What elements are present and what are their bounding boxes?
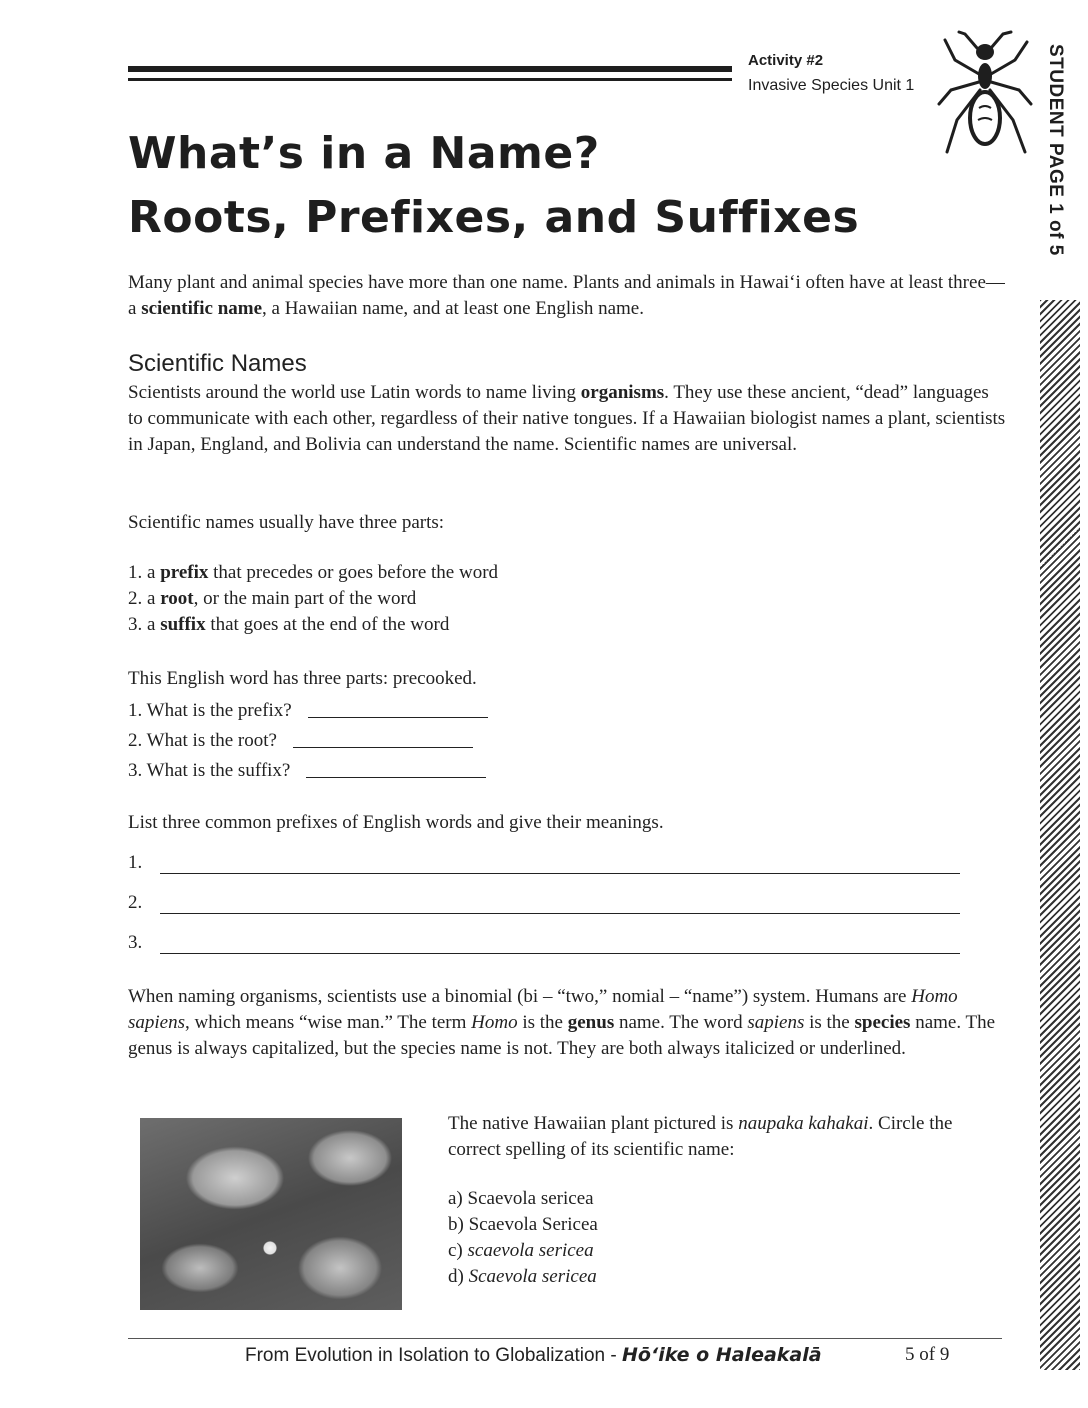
question-prefix: 1. What is the prefix? <box>128 700 488 722</box>
intro-paragraph: Many plant and animal species have more than one name. Plants and animals in Hawai‘i often have at least three—a scientific name, a Hawaiian name, and at least one English name. <box>128 272 1005 319</box>
header-rule-thick <box>128 66 732 72</box>
naupaka-photo <box>140 1118 402 1310</box>
option-a[interactable]: a) Scaevola sericea <box>448 1188 594 1209</box>
answer-line-3[interactable] <box>160 953 960 954</box>
page-number: 5 of 9 <box>905 1344 950 1365</box>
scientific-names-paragraph: Scientists around the world use Latin words to name living organisms. They use these ancient, “dead” languages to communicate with each other, regardless of their native tongues. If a Hawaiian biologist names a plant, scientists in Japan, England, and Bolivia can understand the name. Scientific names are universal. <box>128 382 1006 455</box>
list-item: 1. a prefix that precedes or goes before the word <box>128 562 499 583</box>
list-number: 2. <box>128 892 143 913</box>
answer-line-2[interactable] <box>160 913 960 914</box>
binomial-paragraph: When naming organisms, scientists use a binomial (bi – “two,” nomial – “name”) system. Humans are Homo sapiens, which means “wise man.” The term Homo is the genus name. The word sapiens is the species name. The genus is always capitalized, but the species name is not. They are both always italicized or underlined. <box>128 986 996 1059</box>
list-number: 3. <box>128 932 143 953</box>
list-number: 1. <box>128 852 143 873</box>
student-page-label: STUDENT PAGE 1 of 5 <box>1045 44 1066 256</box>
parts-intro: Scientific names usually have three parts: <box>128 512 445 533</box>
answer-blank-suffix[interactable] <box>306 776 486 778</box>
unit-label: Invasive Species Unit 1 <box>748 77 915 94</box>
question-root: 2. What is the root? <box>128 730 473 752</box>
page-title-line1: What’s in a Name? <box>128 128 600 179</box>
answer-line-1[interactable] <box>160 873 960 874</box>
answer-blank-root[interactable] <box>293 746 473 748</box>
footer-text: From Evolution in Isolation to Globalization - Hō‘ike o Haleakalā <box>245 1344 822 1366</box>
list-item: 3. a suffix that goes at the end of the word <box>128 614 450 635</box>
list-item: 2. a root, or the main part of the word <box>128 588 417 609</box>
option-b[interactable]: b) Scaevola Sericea <box>448 1214 598 1235</box>
activity-label: Activity #2 <box>748 52 824 69</box>
option-c[interactable]: c) scaevola sericea <box>448 1240 594 1261</box>
answer-blank-prefix[interactable] <box>308 716 488 718</box>
question-suffix: 3. What is the suffix? <box>128 760 486 782</box>
ant-icon <box>935 30 1035 160</box>
option-d[interactable]: d) Scaevola sericea <box>448 1266 597 1287</box>
side-label-box <box>1040 40 1080 300</box>
section-heading: Scientific Names <box>128 350 307 377</box>
header-rule-thin <box>128 78 732 81</box>
footer-rule <box>128 1338 1002 1339</box>
page-title-line2: Roots, Prefixes, and Suffixes <box>128 192 860 243</box>
plant-question: The native Hawaiian plant pictured is naupaka kahakai. Circle the correct spelling of its scientific name: <box>448 1113 953 1160</box>
example-intro: This English word has three parts: precooked. <box>128 668 477 689</box>
list-prompt: List three common prefixes of English words and give their meanings. <box>128 812 664 833</box>
